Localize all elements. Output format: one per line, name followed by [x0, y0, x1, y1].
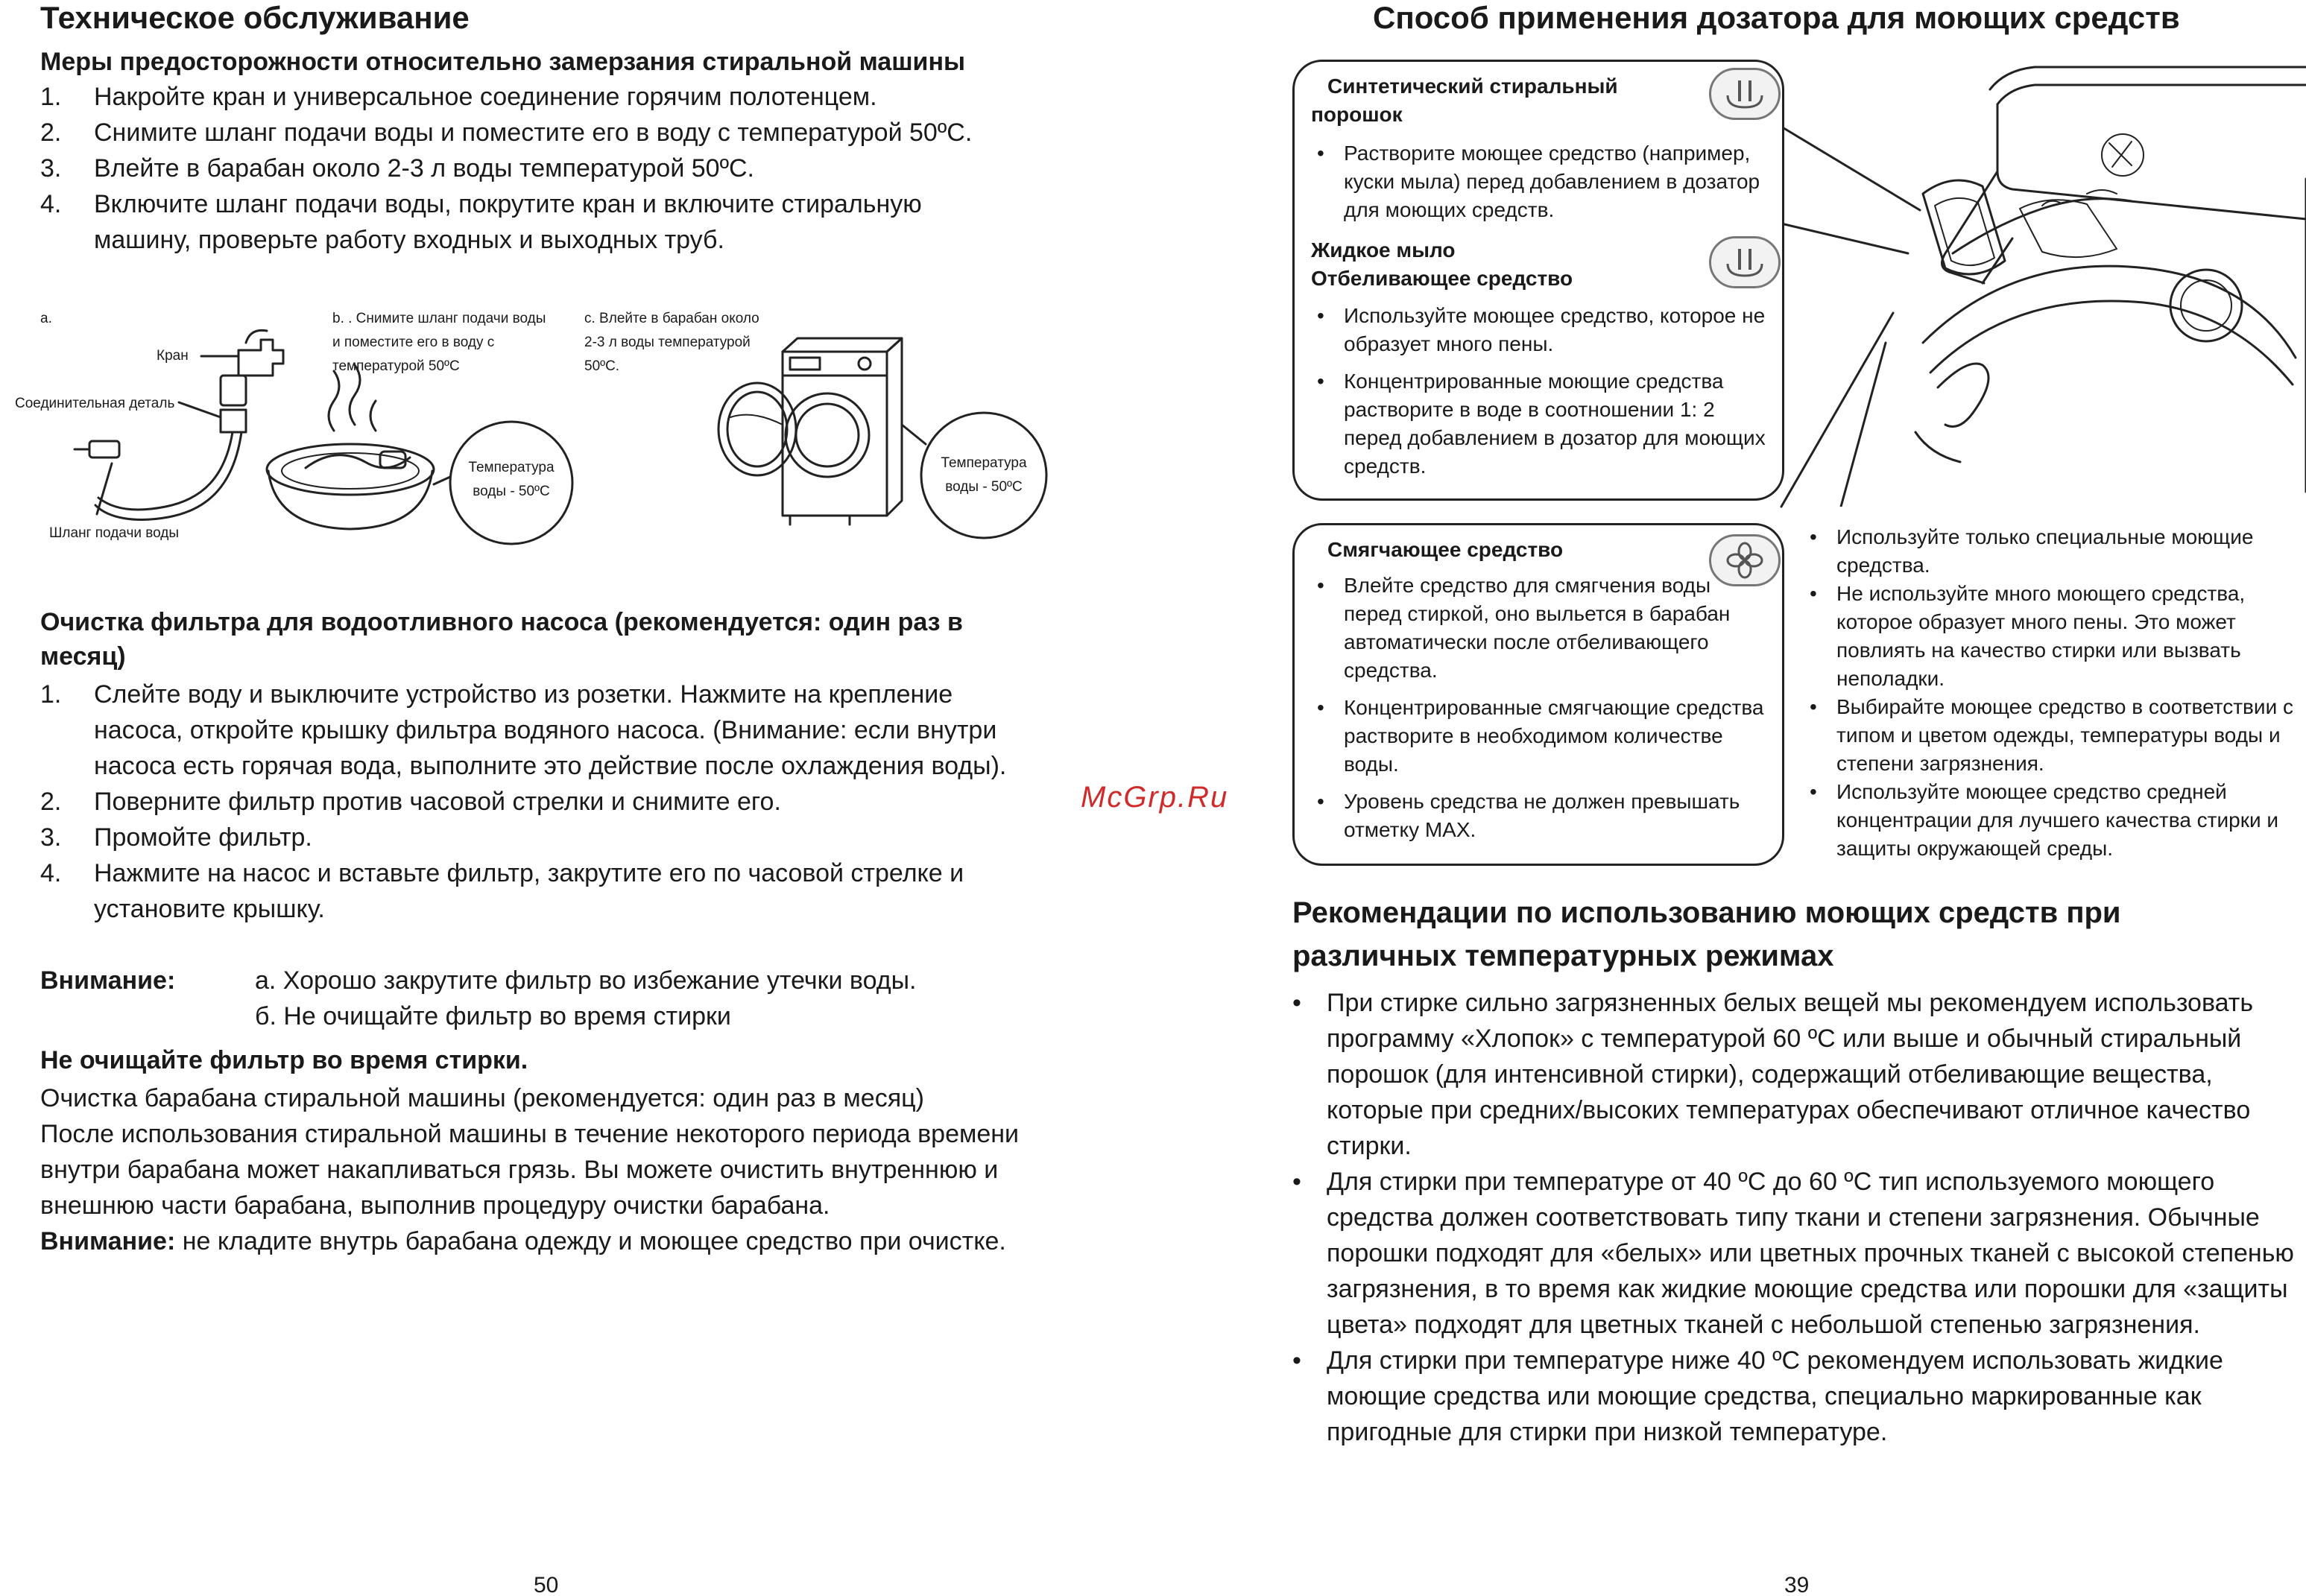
list-item: • Концентрированные моющие средства растворите в воде в соотношении 1: 2 перед добавлением в дозатор для моющих средств. — [1311, 367, 1766, 481]
figure-a-label: a. — [40, 311, 52, 326]
freeze-illustration — [0, 298, 1073, 566]
figure-c-caption: c. Влейте в барабан около 2-3 л воды температурой 50ºС. — [584, 311, 759, 374]
softener-box — [1292, 523, 1784, 866]
drum-attention — [40, 1223, 1006, 1259]
list-item: • Используйте только специальные моющие средства. — [1804, 523, 2296, 580]
detergent-tips-list — [1804, 523, 2296, 863]
list-item: • Используйте моющее средство, которое не образует много пены. — [1311, 302, 1766, 358]
figure-b-caption: b. . Снимите шланг подачи воды и поместите его в воду с температурой 50ºС — [332, 311, 546, 374]
powder-heading: Синтетический стиральный порошок — [1311, 75, 1618, 126]
list-item: • Для стирки при температуре ниже 40 ºС рекомендуем использовать жидкие моющие средства или моющие средства, специально маркированные как пригодные для стирки при низкой температуре. — [1289, 1343, 2296, 1450]
freeze-heading: Меры предосторожности относительно замерзания стиральной машины — [40, 48, 966, 76]
list-item: • Растворите моющее средство (например, куски мыла) перед добавлением в дозатор для моющих средств. — [1311, 139, 1766, 224]
list-item: 2. Поверните фильтр против часовой стрелки и снимите его. — [40, 788, 781, 816]
drum-attention-text: не кладите внутрь барабана одежду и моющее средство при очистке. — [175, 1227, 1006, 1255]
liquid-list — [1311, 302, 1766, 481]
pointer-lines — [1774, 112, 1923, 544]
drum-attention-label: Внимание: — [40, 1227, 176, 1255]
list-item: • При стирке сильно загрязненных белых вещей мы рекомендуем использовать программу «Хлопок» с температурой 60 ºС или выше и обычный стиральный порошок (для интенсивной стирки), содержащий отбеливающие вещества, которые при средних/высоких температурах обеспечивают отличное качество стирки. — [1289, 985, 2296, 1164]
attention-label: Внимание: — [40, 966, 176, 995]
recommendations-heading: Рекомендации по использованию моющих средств при различных температурных режимах — [1292, 896, 2121, 972]
liquid-soap-heading: Жидкое мыло — [1311, 238, 1456, 262]
detergent-compartment-icon — [1709, 68, 1781, 120]
list-item: 1. Накройте кран и универсальное соединение горячим полотенцем. — [40, 83, 877, 111]
softener-list — [1311, 571, 1766, 844]
attention-b: б. Не очищайте фильтр во время стирки — [255, 1002, 731, 1030]
list-item: • Уровень средства не должен превышать отметку MAX. — [1311, 788, 1766, 844]
connector-label: Соединительная деталь — [15, 396, 175, 411]
tap-label: Кран — [157, 348, 189, 364]
drum-paragraph: После использования стиральной машины в течение некоторого периода времени внутри барабана может накапливаться грязь. Вы можете очистить внутреннюю и внешнюю части барабана, выполнив процедуру очистки барабана. — [40, 1120, 1020, 1220]
figure-c-bubble-text: Температура воды - 50ºС — [941, 455, 1027, 495]
list-item: • Используйте моющее средство средней концентрации для лучшего качества стирки и защиты окружающей среды. — [1804, 778, 2296, 863]
list-item: • Влейте средство для смягчения воды перед стиркой, оно выльется в барабан автоматически после отбеливающего средства. — [1311, 571, 1766, 685]
detergent-compartment-icon — [1711, 238, 1778, 286]
list-item: 4. Нажмите на насос и вставьте фильтр, закрутите его по часовой стрелке и установите крышку. — [40, 859, 964, 923]
list-item: 1. Слейте воду и выключите устройство из розетки. Нажмите на крепление насоса, откройте крышку фильтра водяного насоса. (Внимание: если внутри насоса есть горячая вода, выполните это действие после охлаждения воды). — [40, 680, 1007, 780]
freeze-figure — [0, 298, 1073, 566]
detergent-compartment-icon — [1709, 236, 1781, 288]
powder-list — [1311, 139, 1766, 224]
drum-line1: Очистка барабана стиральной машины (рекомендуется: один раз в месяц) — [40, 1084, 924, 1112]
softener-heading: Смягчающее средство — [1327, 538, 1564, 561]
list-item: • Концентрированные смягчающие средства растворите в необходимом количестве воды. — [1311, 694, 1766, 779]
list-item: 4. Включите шланг подачи воды, покрутите кран и включите стиральную машину, проверьте работу входных и выходных труб. — [40, 190, 922, 254]
detergent-compartment-icon — [1711, 70, 1778, 118]
freeze-steps-list — [40, 79, 1039, 258]
hose-label: Шланг подачи воды — [49, 525, 180, 541]
right-page-number: 39 — [1784, 1573, 1810, 1596]
filter-heading: Очистка фильтра для водоотливного насоса (рекомендуется: один раз в месяц) — [40, 608, 963, 671]
left-page-title: Техническое обслуживание — [40, 0, 470, 35]
filter-steps-list — [40, 677, 1039, 927]
watermark: McGrp.Ru — [1081, 781, 1229, 814]
recommendations-list — [1289, 985, 2296, 1450]
list-item: 3. Промойте фильтр. — [40, 823, 312, 852]
detergent-box — [1292, 60, 1784, 501]
list-item: • Выбирайте моющее средство в соответствии с типом и цветом одежды, температуры воды и степени загрязнения. — [1804, 693, 2296, 778]
list-item: • Не используйте много моющего средства, которое образует много пены. Это может повлиять на качество стирки или вызвать неполадки. — [1804, 580, 2296, 693]
figure-b-bubble-text: Температура воды - 50ºС — [468, 460, 555, 499]
bleach-heading: Отбеливающее средство — [1311, 267, 1573, 290]
list-item: 3. Влейте в барабан около 2-3 л воды температурой 50ºС. — [40, 154, 754, 183]
left-page-number: 50 — [534, 1573, 559, 1596]
list-item: 2. Снимите шланг подачи воды и поместите его в воду с температурой 50ºС. — [40, 118, 973, 147]
attention-a: а. Хорошо закрутите фильтр во избежание утечки воды. — [255, 966, 917, 995]
no-clean-heading: Не очищайте фильтр во время стирки. — [40, 1046, 528, 1074]
list-item: • Для стирки при температуре от 40 ºС до 60 ºС тип используемого моющего средства должен соответствовать типу ткани и степени загрязнения. Обычные порошки подходят для «белых» или цветных прочных тканей с высокой степенью загрязнения, в то время как жидкие моющие средства или порошки для «защиты цвета» подходят для цветных тканей с небольшой степенью загрязнения. — [1289, 1164, 2296, 1343]
right-page-title: Способ применения дозатора для моющих средств — [1373, 0, 2180, 35]
